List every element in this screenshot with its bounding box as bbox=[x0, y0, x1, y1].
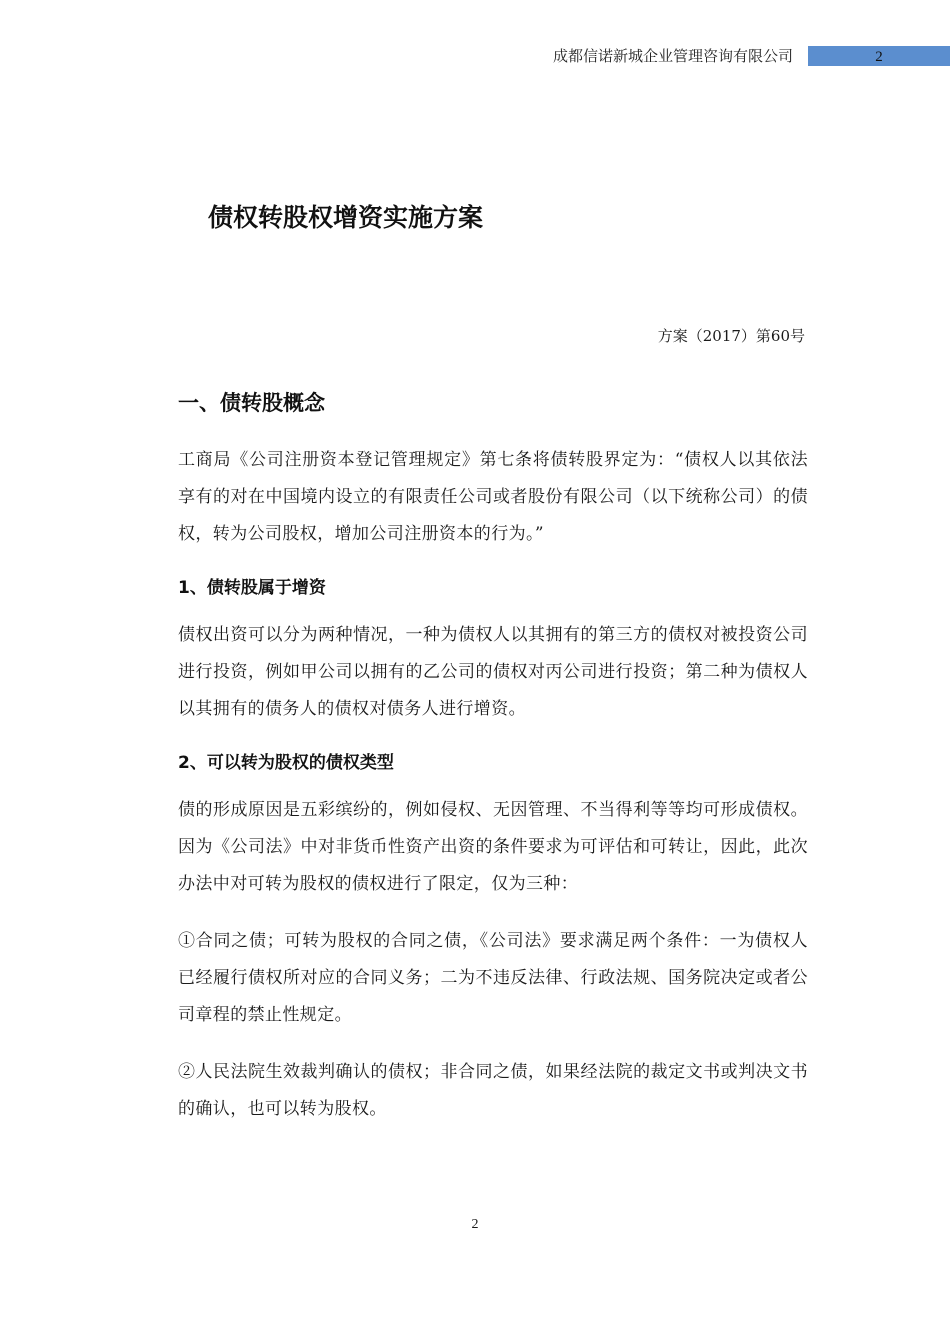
header-company-name: 成都信诺新城企业管理咨询有限公司 bbox=[552, 47, 793, 65]
subsection-heading-1: 1、债转股属于增资 bbox=[178, 578, 326, 598]
section-intro-paragraph: 工商局《公司注册资本登记管理规定》第七条将债转股界定为：“债权人以其依法享有的对在中国境内设立的有限责任公司或者股份有限公司（以下统称公司）的债权，转为公司股权，增加公司注册资本的行为。” bbox=[178, 450, 808, 544]
paragraph: 债权出资可以分为两种情况，一种为债权人以其拥有的第三方的债权对被投资公司进行投资，例如甲公司以拥有的乙公司的债权对丙公司进行投资；第二种为债权人以其拥有的债务人的债权对债务人进行增资。 bbox=[178, 625, 808, 719]
list-item-court-confirmed-debt: ②人民法院生效裁判确认的债权；非合同之债，如果经法院的裁定文书或判决文书的确认，也可以转为股权。 bbox=[178, 1062, 808, 1119]
footer-page-number: 2 bbox=[471, 1217, 479, 1232]
subsection-heading-2: 2、可以转为股权的债权类型 bbox=[178, 753, 394, 773]
section-heading: 一、债转股概念 bbox=[178, 391, 325, 415]
document-title: 债权转股权增资实施方案 bbox=[208, 203, 484, 232]
document-number: 方案（2017）第60号 bbox=[657, 327, 805, 345]
document-body bbox=[178, 383, 808, 1148]
paragraph: 债的形成原因是五彩缤纷的，例如侵权、无因管理、不当得利等等均可形成债权。因为《公司法》中对非货币性资产出资的条件要求为可评估和可转让，因此，此次办法中对可转为股权的债权进行了限定，仅为三种： bbox=[178, 800, 808, 894]
list-item-contract-debt: ①合同之债；可转为股权的合同之债，《公司法》要求满足两个条件：一为债权人已经履行债权所对应的合同义务；二为不违反法律、行政法规、国务院决定或者公司章程的禁止性规定。 bbox=[178, 931, 808, 1025]
header-page-number-box bbox=[808, 46, 950, 66]
header-page-number: 2 bbox=[875, 49, 883, 65]
